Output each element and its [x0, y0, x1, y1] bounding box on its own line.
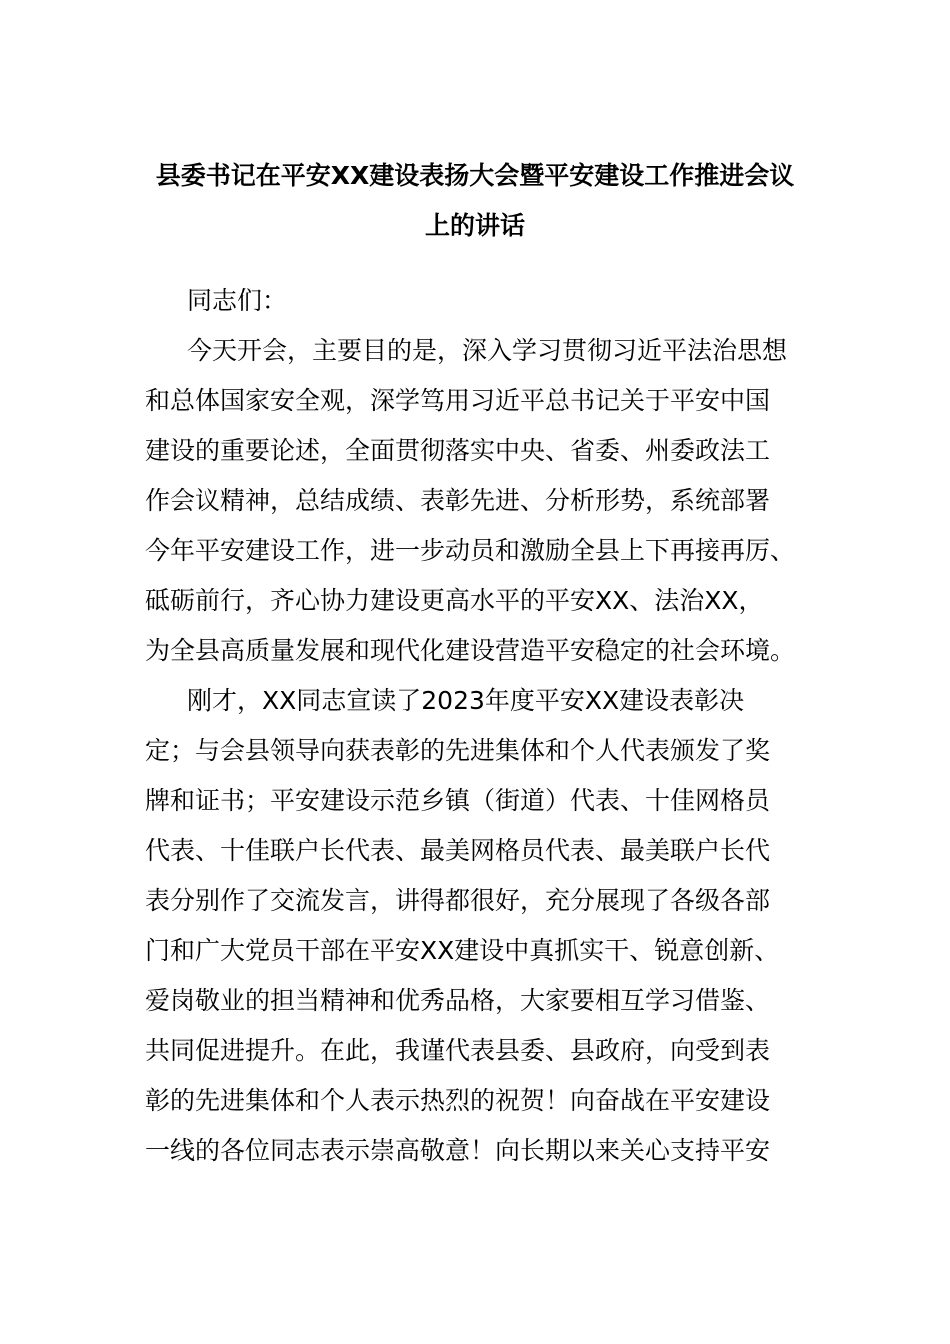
paragraph-2-line: 一线的各位同志表示崇高敬意！向长期以来关心支持平安: [145, 1136, 771, 1165]
paragraph-2-line: 代表、十佳联户长代表、最美网格员代表、最美联户长代: [145, 836, 771, 865]
salutation: 同志们：: [187, 286, 288, 315]
paragraph-1-line: 和总体国家安全观，深学笃用习近平总书记关于平安中国: [145, 386, 771, 415]
paragraph-2-line: 共同促进提升。在此，我谨代表县委、县政府，向受到表: [145, 1036, 771, 1065]
paragraph-1-line: 砥砺前行，齐心协力建设更高水平的平安XX、法治XX，: [145, 586, 764, 615]
paragraph-1-line: 今年平安建设工作，进一步动员和激励全县上下再接再厉、: [145, 536, 796, 565]
paragraph-1-line: 建设的重要论述，全面贯彻落实中央、省委、州委政法工: [145, 436, 771, 465]
paragraph-1-line: 为全县高质量发展和现代化建设营造平安稳定的社会环境。: [145, 636, 796, 665]
paragraph-2-line: 牌和证书；平安建设示范乡镇（街道）代表、十佳网格员: [145, 786, 771, 815]
paragraph-2-line: 表分别作了交流发言，讲得都很好，充分展现了各级各部: [145, 886, 771, 915]
paragraph-2-line: 门和广大党员干部在平安XX建设中真抓实干、锐意创新、: [145, 936, 780, 965]
paragraph-1-line: 作会议精神，总结成绩、表彰先进、分析形势，系统部署: [145, 486, 771, 515]
paragraph-2-line: 爱岗敬业的担当精神和优秀品格，大家要相互学习借鉴、: [145, 986, 771, 1015]
paragraph-2-line: 彰的先进集体和个人表示热烈的祝贺！向奋战在平安建设: [145, 1086, 771, 1115]
paragraph-2-line: 刚才，XX同志宣读了2023年度平安XX建设表彰决: [187, 686, 745, 715]
paragraph-2-line: 定；与会县领导向获表彰的先进集体和个人代表颁发了奖: [145, 736, 771, 765]
document-title-line-1: 县委书记在平安XX建设表扬大会暨平安建设工作推进会议: [155, 161, 795, 190]
document-title-line-2: 上的讲话: [424, 211, 525, 240]
paragraph-1-line: 今天开会，主要目的是，深入学习贯彻习近平法治思想: [187, 336, 788, 365]
